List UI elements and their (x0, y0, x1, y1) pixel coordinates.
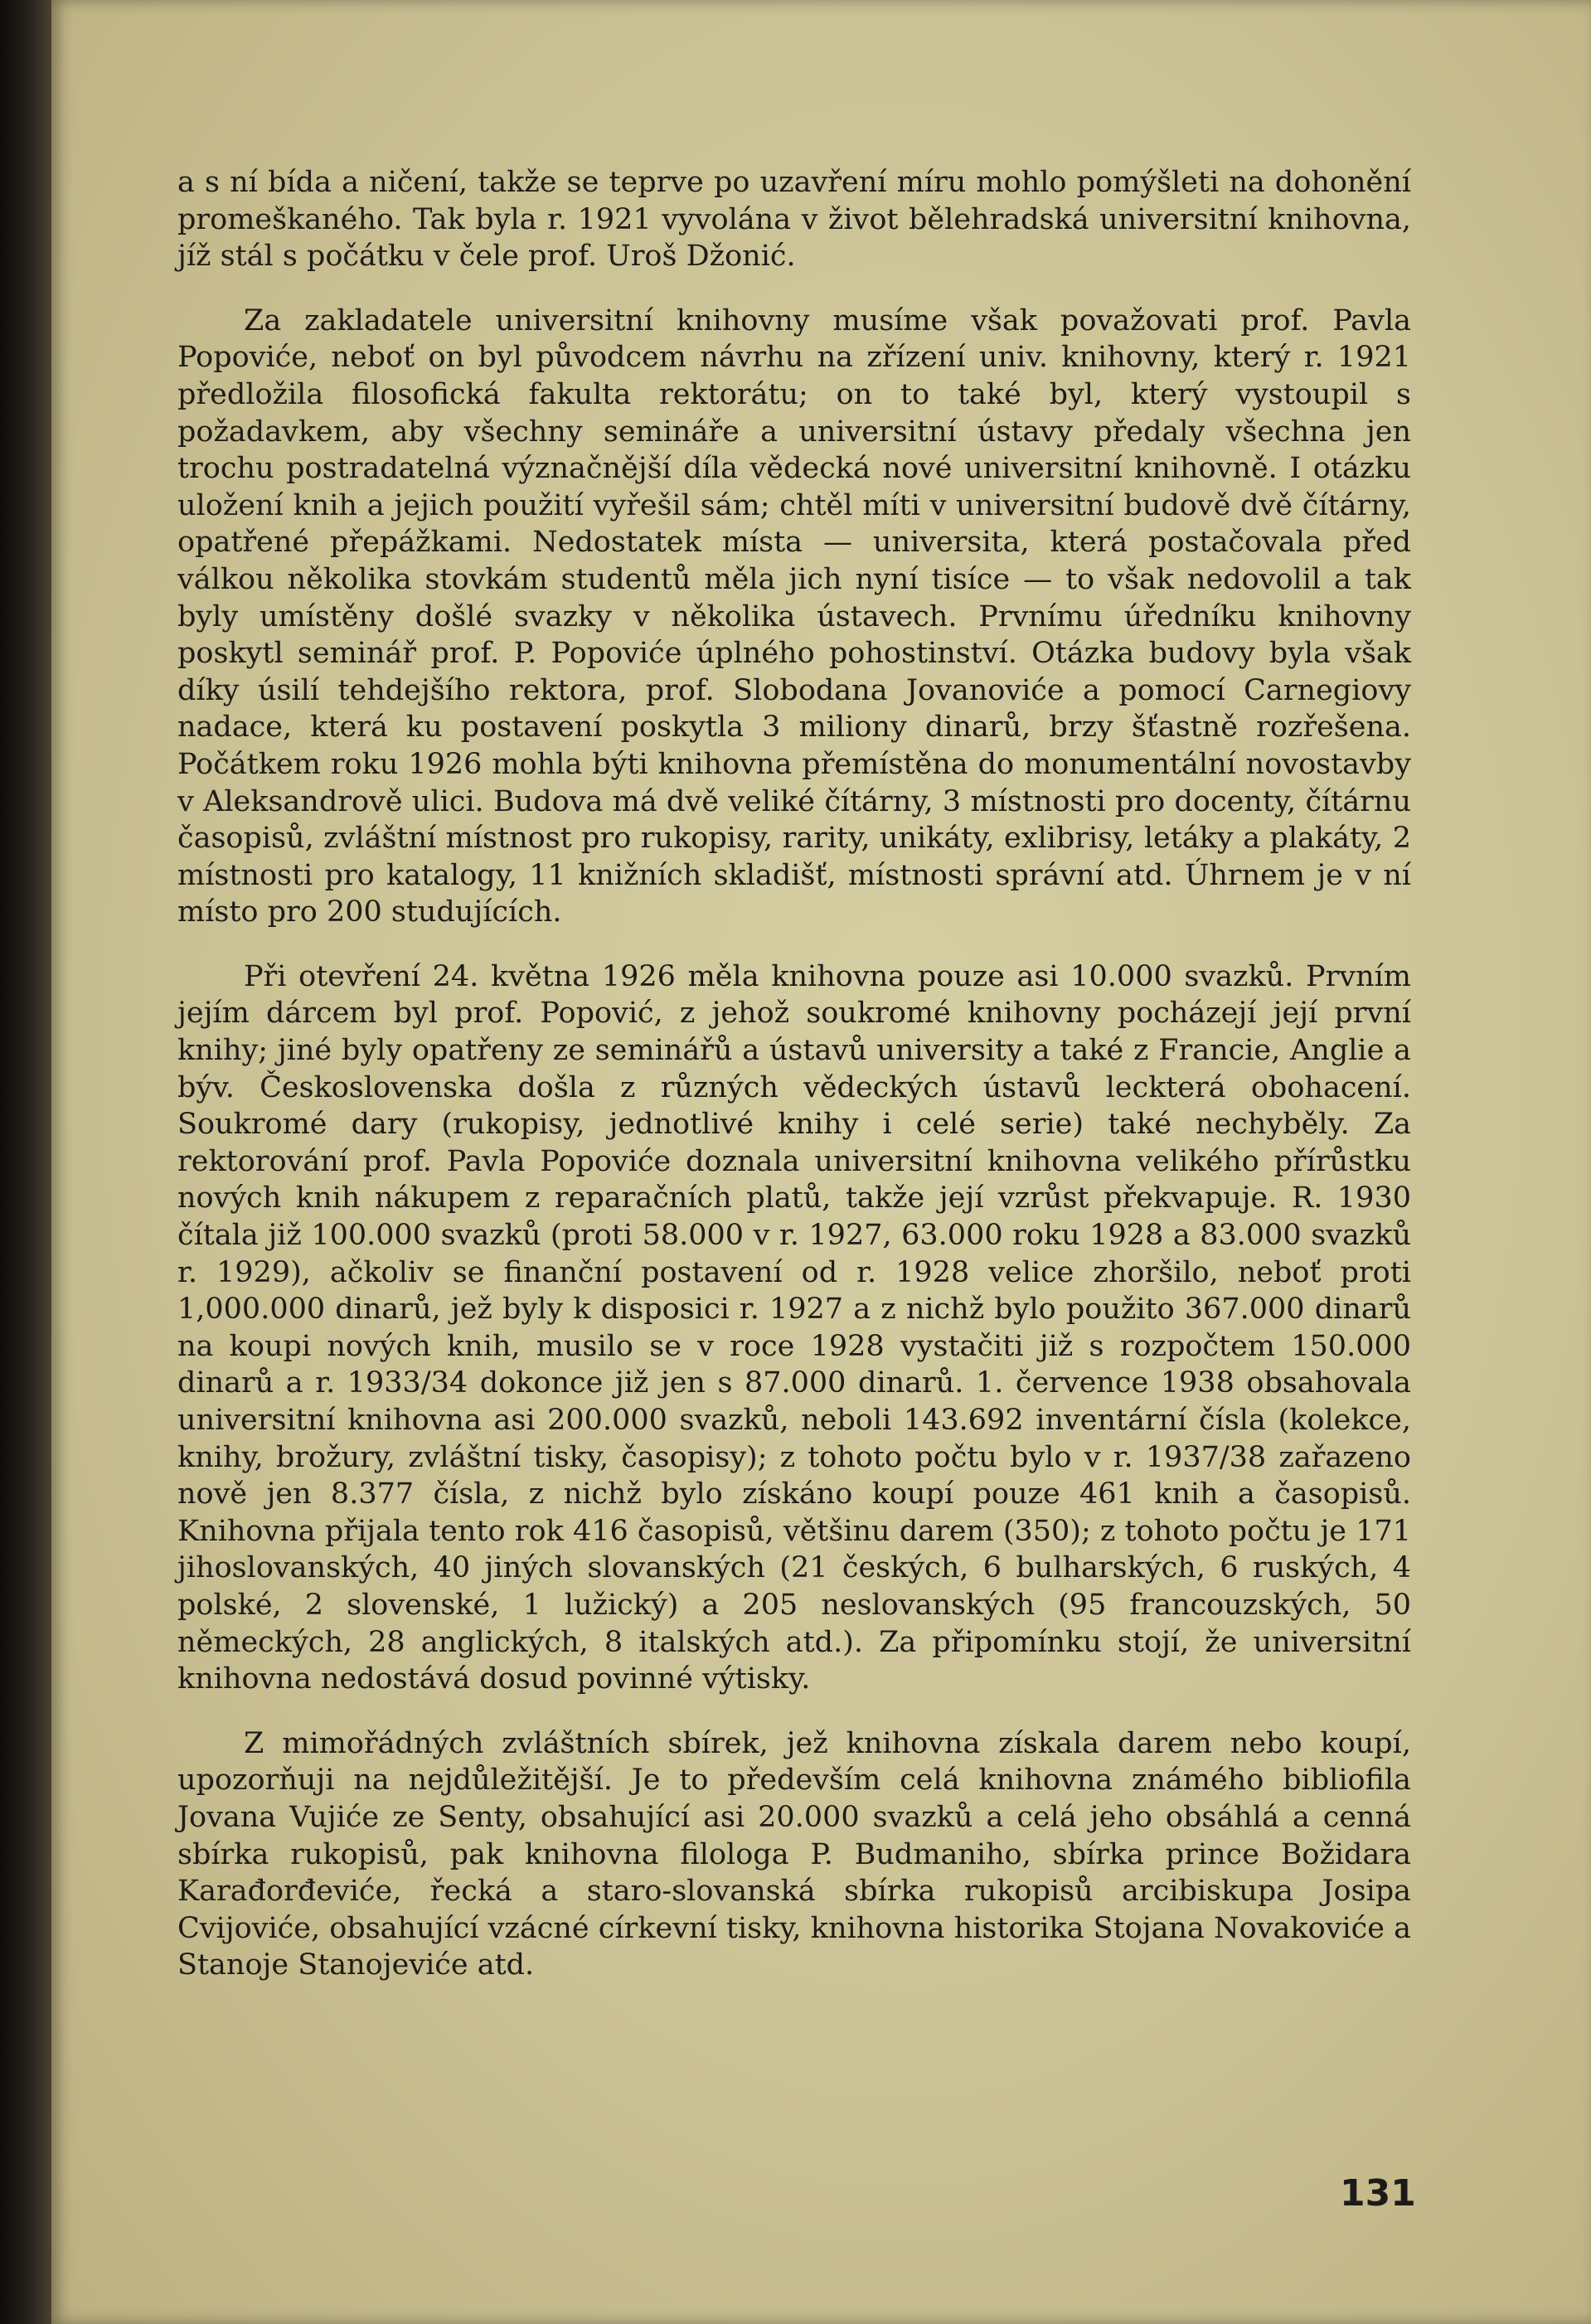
paragraph-gap (177, 1698, 1411, 1725)
paragraph-gap (177, 275, 1411, 303)
paragraph-founders: Za zakladatele universitní knihovny musíme však považovati prof. Pavla Popoviće, neboť on byl původcem návrhu na zřízení univ. knihovny, který r. 1921 předložila filosofická fakulta rektorátu; on to také byl, který vystoupil s požadavkem, aby všechny semináře a universitní ústavy předaly všechna jen trochu postradatelná význačnější díla vědecká nové universitní knihovně. I otázku uložení knih a jejich použití vyřešil sám; chtěl míti v universitní budově dvě čítárny, opatřené přepážkami. Nedostatek místa — universita, která postačovala před válkou několika stovkám studentů měla jich nyní tisíce — to však nedovolil a tak byly umístěny došlé svazky v několika ústavech. Prvnímu úředníku knihovny poskytl seminář prof. P. Popoviće úplného pohostinství. Otázka budovy byla však díky úsilí tehdejšího rektora, prof. Slobodana Jovanoviće a pomocí Carnegiovy nadace, která ku postavení poskytla 3 miliony dinarů, brzy šťastně rozřešena. Počátkem roku 1926 mohla býti knihovna přemístěna do monumentální novostavby v Aleksandrově ulici. Budova má dvě veliké čítárny, 3 místnosti pro docenty, čítárnu časopisů, zvláštní místnost pro rukopisy, rarity, unikáty, exlibrisy, letáky a plakáty, 2 místnosti pro katalogy, 11 knižních skladišť, místnosti správní atd. Úhrnem je v ní místo pro 200 studujících. (177, 303, 1411, 929)
book-page (51, 0, 1591, 2324)
paragraph-continuation: a s ní bída a ničení, takže se teprve po uzavření míru mohlo pomýšleti na dohonění promeškaného. Tak byla r. 1921 vyvolána v život bělehradská universitní knihovna, jíž stál s počátku v čele prof. Uroš Džonić. (177, 166, 1411, 274)
paragraph-gap (177, 931, 1411, 958)
body-text (177, 164, 1411, 1984)
paragraph-collections: Z mimořádných zvláštních sbírek, jež knihovna získala darem nebo koupí, upozorňuji na nejdůležitější. Je to především celá knihovna známého bibliofila Jovana Vujiće ze Senty, obsahující asi 20.000 svazků a celá jeho obsáhlá a cenná sbírka rukopisů, pak knihovna filologa P. Budmaniho, sbírka prince Božidara Karađorđeviće, řecká a staro-slovanská sbírka rukopisů arcibiskupa Josipa Cvijoviće, obsahující vzácné církevní tisky, knihovna historika Stojana Novakoviće a Stanoje Stanojeviće atd. (177, 1726, 1411, 1982)
book-spine-shadow (0, 0, 51, 2324)
page-number: 131 (1340, 2172, 1416, 2215)
paragraph-growth: Při otevření 24. května 1926 měla knihovna pouze asi 10.000 svazků. Prvním jejím dárcem byl prof. Popović, z jehož soukromé knihovny pocházejí její první knihy; jiné byly opatřeny ze seminářů a ústavů university a také z Francie, Anglie a býv. Československa došla z různých vědeckých ústavů leckterá obohacení. Soukromé dary (rukopisy, jednotlivé knihy i celé serie) také nechyběly. Za rektorování prof. Pavla Popoviće doznala universitní knihovna velikého přírůstku nových knih nákupem z reparačních platů, takže její vzrůst překvapuje. R. 1930 čítala již 100.000 svazků (proti 58.000 v r. 1927, 63.000 roku 1928 a 83.000 svazků r. 1929), ačkoliv se finanční postavení od r. 1928 velice zhoršilo, neboť proti 1,000.000 dinarů, jež byly k disposici r. 1927 a z nichž bylo použito 367.000 dinarů na koupi nových knih, musilo se v roce 1928 vystačiti již s rozpočtem 150.000 dinarů a r. 1933/34 dokonce již jen s 87.000 dinarů. 1. července 1938 obsahovala universitní knihovna asi 200.000 svazků, neboli 143.692 inventární čísla (kolekce, knihy, brožury, zvláštní tisky, časopisy); z tohoto počtu bylo v r. 1937/38 zařazeno nově jen 8.377 čísla, z nichž bylo získáno koupí pouze 461 knih a časopisů. Knihovna přijala tento rok 416 časopisů, většinu darem (350); z tohoto počtu je 171 jihoslovanských, 40 jiných slovanských (21 českých, 6 bulharských, 6 ruských, 4 polské, 2 slovenské, 1 lužický) a 205 neslovanských (95 francouzských, 50 německých, 28 anglických, 8 italských atd.). Za připomínku stojí, že universitní knihovna nedostává dosud povinné výtisky. (177, 959, 1411, 1696)
